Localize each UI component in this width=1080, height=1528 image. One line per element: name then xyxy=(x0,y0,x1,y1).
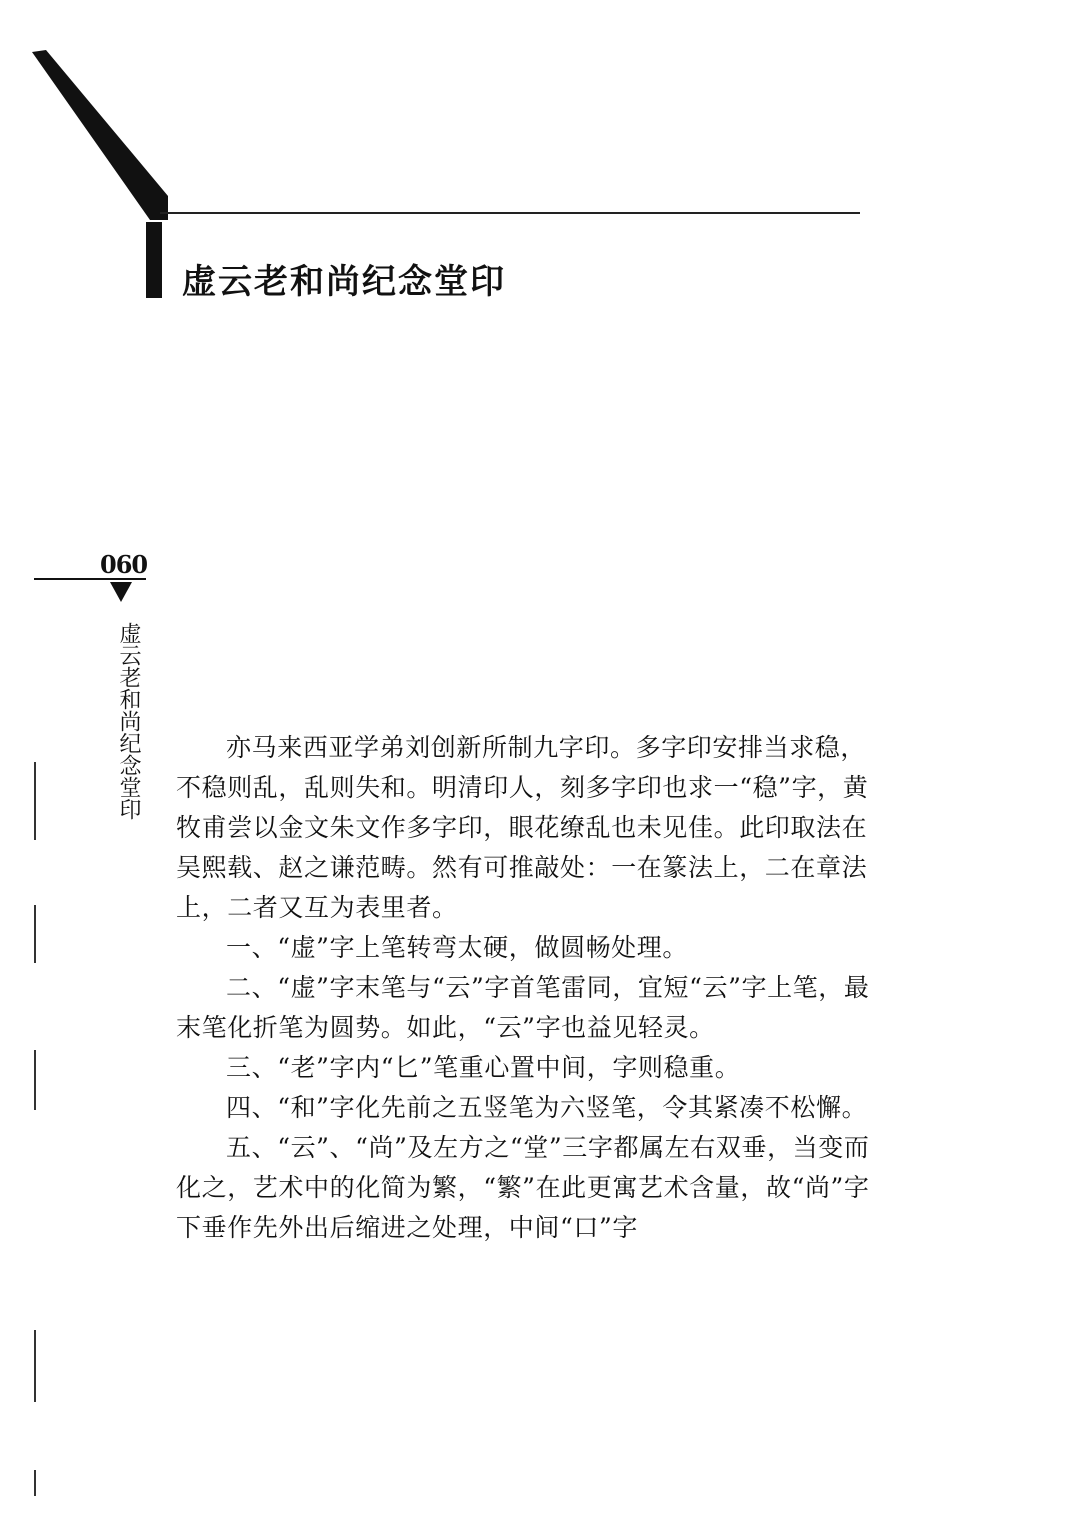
paragraph: 四、“和”字化先前之五竖笔为六竖笔，令其紧凑不松懈。 xyxy=(226,1093,868,1122)
chapter-title: 虚云老和尚纪念堂印 xyxy=(182,262,506,302)
running-head: 虚云老和尚纪念堂印 xyxy=(116,622,141,820)
edge-line xyxy=(34,1470,36,1496)
page-number: 060 xyxy=(100,550,148,579)
edge-line xyxy=(34,1330,36,1402)
title-bar xyxy=(146,222,162,298)
edge-line xyxy=(34,1050,36,1110)
page-number-rule xyxy=(34,578,146,580)
title-rule xyxy=(160,212,860,214)
page-number-arrow-icon xyxy=(110,582,132,602)
paragraph: 一、“虚”字上笔转弯太硬，做圆畅处理。 xyxy=(226,933,688,962)
paragraph: 三、“老”字内“匕”笔重心置中间，字则稳重。 xyxy=(226,1053,741,1082)
body-text xyxy=(176,728,876,1248)
corner-diagonal-ornament xyxy=(0,0,200,260)
paragraph: 亦马来西亚学弟刘创新所制九字印。多字印安排当求稳，不稳则乱，乱则失和。明清印人，刻多字印也求一“稳”字，黄牧甫尝以金文朱文作多字印，眼花缭乱也未见佳。此印取法在吴熙载、赵之谦范畴。然有可推敲处：一在篆法上，二在章法上，二者又互为表里者。 xyxy=(176,733,869,922)
edge-line xyxy=(34,905,36,963)
paragraph: 二、“虚”字末笔与“云”字首笔雷同，宜短“云”字上笔，最末笔化折笔为圆势。如此，“云”字也益见轻灵。 xyxy=(176,973,870,1042)
edge-line xyxy=(34,762,36,840)
paragraph: 五、“云”、“尚”及左方之“堂”三字都属左右双垂，当变而化之，艺术中的化简为繁，“繁”在此更寓艺术含量，故“尚”字下垂作先外出后缩进之处理，中间“口”字 xyxy=(176,1133,870,1242)
